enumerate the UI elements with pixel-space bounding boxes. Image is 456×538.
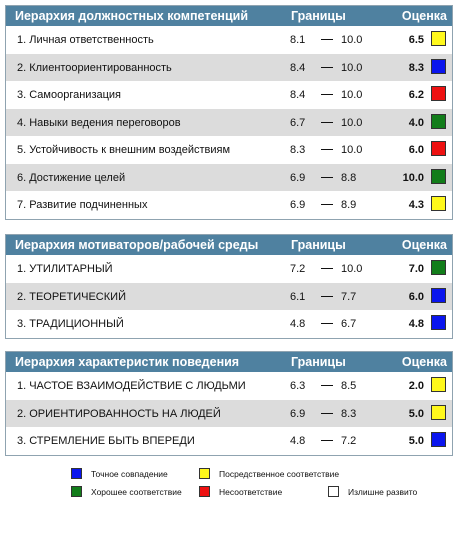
section-header — [6, 235, 452, 255]
score-color-swatch — [431, 405, 446, 420]
row-name: 6. Достижение целей — [17, 171, 126, 184]
row-name: 3. Самоорганизация — [17, 89, 122, 101]
section-header — [6, 352, 452, 372]
bound-high: 8.5 — [341, 380, 357, 392]
bound-high: 10.0 — [341, 116, 363, 129]
row-name: 1. УТИЛИТАРНЫЙ — [17, 263, 113, 275]
range-dash — [321, 204, 333, 205]
competencies-table — [5, 5, 453, 220]
bound-low: 6.3 — [290, 380, 306, 392]
row-name: 1. ЧАСТОЕ ВЗАИМОДЕЙСТВИЕ С ЛЮДЬМИ — [17, 380, 246, 392]
bound-low: 6.9 — [290, 407, 306, 420]
score-color-swatch — [431, 377, 446, 392]
table-row — [6, 255, 452, 283]
section-header — [6, 6, 452, 26]
bounds-header: Границы — [291, 238, 346, 252]
legend-swatch — [199, 486, 210, 497]
bound-low: 6.9 — [290, 171, 306, 184]
rows-container — [6, 26, 452, 219]
legend — [0, 466, 456, 506]
table-row — [6, 26, 452, 54]
table-row — [6, 372, 452, 400]
row-name: 4. Навыки ведения переговоров — [17, 116, 181, 129]
legend-label: Точное совпадение — [91, 469, 168, 479]
bounds-header: Границы — [291, 9, 346, 23]
range-dash — [321, 440, 333, 441]
range-dash — [321, 149, 333, 150]
score-color-swatch — [431, 114, 446, 129]
score-color-swatch — [431, 260, 446, 275]
range-dash — [321, 94, 333, 95]
table-row — [6, 54, 452, 82]
bound-low: 7.2 — [290, 263, 306, 275]
range-dash — [321, 385, 333, 386]
bound-high: 10.0 — [341, 34, 363, 46]
table-row — [6, 81, 452, 109]
table-row — [6, 283, 452, 311]
rows-container — [6, 372, 452, 455]
table-row — [6, 400, 452, 428]
row-name: 1. Личная ответственность — [17, 34, 154, 46]
score-value: 6.5 — [408, 34, 424, 46]
range-dash — [321, 39, 333, 40]
bound-low: 6.9 — [290, 199, 306, 211]
row-name: 2. Клиентоориентированность — [17, 61, 172, 74]
score-value: 7.0 — [408, 263, 424, 275]
table-row — [6, 310, 452, 338]
range-dash — [321, 413, 333, 414]
bound-high: 8.9 — [341, 199, 357, 211]
legend-swatch — [71, 486, 82, 497]
score-value: 6.0 — [408, 290, 424, 303]
table-row — [6, 136, 452, 164]
score-value: 8.3 — [408, 61, 424, 74]
score-color-swatch — [431, 31, 446, 46]
table-row — [6, 109, 452, 137]
score-header: Оценка — [401, 9, 447, 23]
behavior-table — [5, 351, 453, 456]
bound-low: 6.1 — [290, 290, 306, 303]
score-color-swatch — [431, 86, 446, 101]
score-value: 5.0 — [408, 435, 424, 447]
bound-high: 7.7 — [341, 290, 357, 303]
row-name: 2. ОРИЕНТИРОВАННОСТЬ НА ЛЮДЕЙ — [17, 407, 221, 420]
legend-swatch — [328, 486, 339, 497]
bound-low: 4.8 — [290, 318, 306, 330]
score-value: 4.3 — [408, 199, 424, 211]
bound-low: 6.7 — [290, 116, 306, 129]
score-header: Оценка — [401, 355, 447, 369]
bound-high: 7.2 — [341, 435, 357, 447]
legend-swatch — [71, 468, 82, 479]
range-dash — [321, 268, 333, 269]
row-name: 2. ТЕОРЕТИЧЕСКИЙ — [17, 290, 126, 303]
section-title: Иерархия мотиваторов/рабочей среды — [15, 238, 259, 252]
range-dash — [321, 323, 333, 324]
score-value: 10.0 — [402, 171, 424, 184]
row-name: 5. Устойчивость к внешним воздействиям — [17, 144, 231, 156]
bound-low: 8.4 — [290, 61, 306, 74]
bound-high: 10.0 — [341, 61, 363, 74]
bound-high: 8.8 — [341, 171, 357, 184]
table-row — [6, 164, 452, 192]
motivators-table — [5, 234, 453, 339]
row-name: 7. Развитие подчиненных — [17, 199, 148, 211]
rows-container — [6, 255, 452, 338]
score-value: 2.0 — [408, 380, 424, 392]
range-dash — [321, 122, 333, 123]
score-color-swatch — [431, 432, 446, 447]
score-value: 4.0 — [408, 116, 424, 129]
bound-high: 6.7 — [341, 318, 357, 330]
bound-low: 8.4 — [290, 89, 306, 101]
legend-label: Хорошее соответствие — [91, 487, 182, 497]
score-color-swatch — [431, 288, 446, 303]
bound-high: 10.0 — [341, 263, 363, 275]
bound-high: 8.3 — [341, 407, 357, 420]
range-dash — [321, 177, 333, 178]
bound-low: 4.8 — [290, 435, 306, 447]
range-dash — [321, 296, 333, 297]
legend-label: Посредственное соответствие — [219, 469, 340, 479]
legend-label: Несоответствие — [219, 487, 283, 497]
score-value: 4.8 — [408, 318, 424, 330]
bounds-header: Границы — [291, 355, 346, 369]
bound-high: 10.0 — [341, 89, 363, 101]
score-color-swatch — [431, 59, 446, 74]
section-title: Иерархия должностных компетенций — [15, 9, 249, 23]
score-color-swatch — [431, 196, 446, 211]
score-color-swatch — [431, 141, 446, 156]
score-color-swatch — [431, 169, 446, 184]
table-row — [6, 427, 452, 455]
score-value: 6.2 — [408, 89, 424, 101]
bound-low: 8.3 — [290, 144, 306, 156]
range-dash — [321, 67, 333, 68]
score-color-swatch — [431, 315, 446, 330]
score-header: Оценка — [401, 238, 447, 252]
row-name: 3. СТРЕМЛЕНИЕ БЫТЬ ВПЕРЕДИ — [17, 435, 195, 447]
score-value: 6.0 — [408, 144, 424, 156]
row-name: 3. ТРАДИЦИОННЫЙ — [17, 318, 124, 330]
bound-high: 10.0 — [341, 144, 363, 156]
bound-low: 8.1 — [290, 34, 306, 46]
legend-label: Излишне развито — [348, 487, 418, 497]
section-title: Иерархия характеристик поведения — [15, 355, 240, 369]
table-row — [6, 191, 452, 219]
score-value: 5.0 — [408, 407, 424, 420]
legend-swatch — [199, 468, 210, 479]
